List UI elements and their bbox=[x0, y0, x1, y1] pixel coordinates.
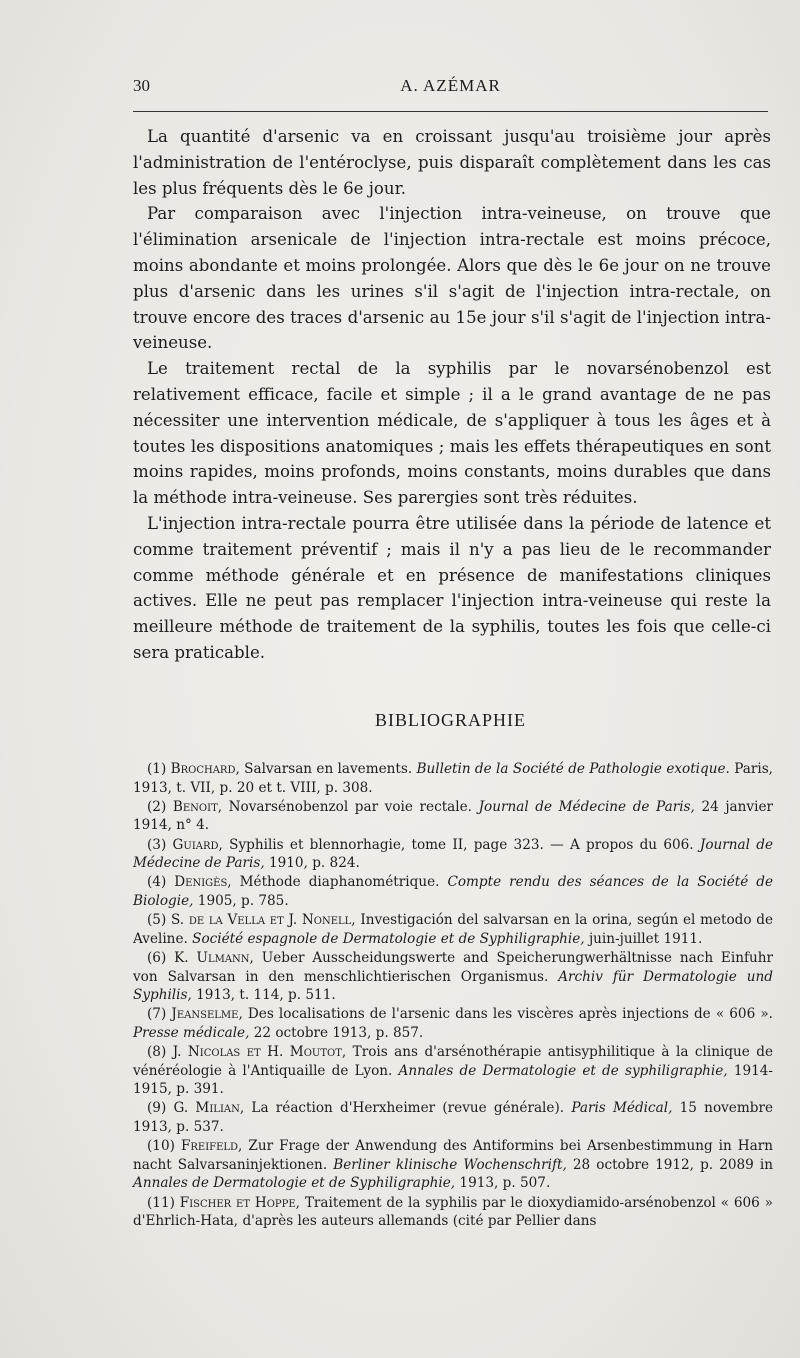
running-title: A. AZÉMAR bbox=[400, 76, 501, 95]
entry-text: Ueber Ausscheidungswerte and Speicherungwerhältnisse nach Einfuhr von Salvarsan in den menschlichtierischen Organismus. bbox=[133, 949, 773, 985]
entry-text: Trois ans d'arsénothérapie antisyphilitique à la clinique de vénéréologie à l'Antiquaille de Lyon. bbox=[133, 1044, 773, 1079]
entry-author: Freifeld, bbox=[180, 1138, 243, 1155]
entry-text: Zur Frage der Anwendung des Antiformins bei Arsenbestimmung in Harn nacht Salvarsaninjektionen. bbox=[133, 1138, 774, 1173]
entry-journal: Berliner klinische Wochenschrift, bbox=[333, 1156, 567, 1173]
entry-journal: Bulletin de la Société de Pathologie exotique. bbox=[416, 761, 730, 777]
entry-journal: Compte rendu des séances de la Société de Biologie, bbox=[133, 874, 773, 909]
entry-text: Novarsénobenzol par voie rectale. bbox=[222, 798, 479, 815]
bibliography-entry bbox=[133, 798, 773, 835]
entry-text: Des localisations de l'arsenic dans les viscères après injections de « 606 ». bbox=[242, 1006, 773, 1023]
bibliography-entry bbox=[133, 911, 773, 948]
entry-number: (3) bbox=[147, 836, 167, 853]
paragraph: L'injection intra-rectale pourra être utilisée dans la période de latence et comme traitement préventif ; mais il n'y a pas lieu de le recommander comme méthode générale et en présence de manifestations cliniques actives. Elle ne peut pas remplacer l'injection intra-veineuse qui reste la meilleure méthode de traitement de la syphilis, toutes les fois que celle-ci sera praticable. bbox=[133, 513, 771, 662]
bibliography-entry bbox=[133, 836, 773, 873]
entry-journal: Annales de Dermatologie et de Syphiligraphie, bbox=[133, 1175, 456, 1192]
entry-number: (1) bbox=[147, 761, 167, 777]
entry-number: (4) bbox=[147, 874, 167, 891]
entry-author: Jeanselme, bbox=[171, 1006, 243, 1023]
entry-author: Benoit, bbox=[172, 798, 223, 815]
entry-number: (11) bbox=[147, 1194, 175, 1211]
bibliography-entry bbox=[133, 873, 773, 910]
entry-number: (7) bbox=[147, 1006, 167, 1023]
entry-details: 1905, p. 785. bbox=[193, 892, 289, 909]
entry-text: Investigación del salvarsan en la orina, según el metodo de Aveline. bbox=[133, 912, 773, 947]
entry-details: 22 octobre 1913, p. 857. bbox=[249, 1024, 424, 1041]
bibliography-entry bbox=[133, 1005, 773, 1042]
entry-number: (10) bbox=[147, 1138, 175, 1155]
entry-author: Guiard, bbox=[172, 836, 223, 853]
entry-details: 24 janvier 1914, n° 4. bbox=[133, 798, 773, 834]
entry-details: 1910, p. 824. bbox=[264, 855, 360, 872]
entry-text: La réaction d'Herxheimer (revue générale). bbox=[244, 1100, 572, 1117]
paragraph: Par comparaison avec l'injection intra-veineuse, on trouve que l'élimination arsenicale de l'injection intra-rectale est moins précoce, moins abondante et moins prolongée. Alors que dès le 6e jour on ne trouve plus d'arsenic dans les urines s'il s'agit de l'injection intra-rectale, on trouve encore des traces d'arsenic au 15e jour s'il s'agit de l'injection intra-veineuse. bbox=[133, 204, 771, 353]
bibliography-entry bbox=[133, 1137, 773, 1193]
entry-number: (2) bbox=[147, 798, 167, 815]
bibliography-entry bbox=[133, 1194, 773, 1231]
entry-journal: Journal de Médecine de Paris, bbox=[133, 836, 773, 872]
entry-text: Méthode diaphanométrique. bbox=[231, 874, 448, 891]
bibliography-list bbox=[133, 760, 773, 1231]
entry-author: Denigès, bbox=[174, 874, 232, 891]
entry-details: 1914-1915, p. 391. bbox=[133, 1062, 774, 1098]
entry-journal: Presse médicale, bbox=[133, 1024, 250, 1041]
entry-details: 28 octobre 1912, p. 2089 in bbox=[566, 1156, 774, 1173]
entry-details: 15 novembre 1913, p. 537. bbox=[133, 1100, 773, 1136]
paragraph: Le traitement rectal de la syphilis par le novarsénobenzol est relativement efficace, facile et simple ; il a le grand avantage de ne pas nécessiter une intervention médicale, de s'appliquer à tous les âges et à toutes les dispositions anatomiques ; mais les effets thérapeutiques en sont moins rapides, moins profonds, moins constants, moins durables que dans la méthode intra-veineuse. Ses parergies sont très réduites. bbox=[133, 359, 771, 508]
entry-author: Brochard, bbox=[170, 761, 240, 777]
page-number: 30 bbox=[133, 76, 150, 95]
entry-details: juin-juillet 1911. bbox=[584, 930, 703, 947]
entry-author: S. de la Vella et J. Nonell, bbox=[170, 912, 356, 929]
bibliography-entry bbox=[133, 760, 773, 797]
entry-number: (6) bbox=[147, 949, 167, 966]
bibliography-title: BIBLIOGRAPHIE bbox=[375, 710, 526, 730]
entry-text: Syphilis et blennorhagie, tome II, page 323. — A propos du 606. bbox=[222, 836, 700, 853]
entry-details: 1913, t. 114, p. 511. bbox=[191, 987, 336, 1004]
entry-details: Paris, 1913, t. VII, p. 20 et t. VIII, p. 308. bbox=[133, 761, 773, 796]
entry-text: Traitement de la syphilis par le dioxydiamido-arsénobenzol « 606 » d'Ehrlich-Hata, d'après les auteurs allemands (cité par Pellier dans bbox=[133, 1194, 773, 1230]
entry-journal: Société espagnole de Dermatologie et de Syphiligraphie, bbox=[192, 930, 585, 947]
entry-number: (8) bbox=[147, 1044, 167, 1061]
bibliography-entry bbox=[133, 1099, 773, 1136]
entry-author: G. Milian, bbox=[173, 1100, 245, 1117]
entry-journal: Annales de Dermatologie et de syphiligraphie, bbox=[398, 1062, 728, 1079]
entry-journal: Archiv für Dermatologie und Syphilis, bbox=[133, 968, 773, 1004]
entry-author: Fischer et Hoppe, bbox=[179, 1194, 300, 1211]
paragraph: La quantité d'arsenic va en croissant jusqu'au troisième jour après l'administration de l'entéroclyse, puis disparaît complètement dans les cas les plus fréquents dès le 6e jour. bbox=[133, 127, 771, 198]
entry-journal: Journal de Médecine de Paris, bbox=[478, 798, 695, 815]
header-rule bbox=[133, 111, 768, 112]
entry-journal: Paris Médical, bbox=[571, 1100, 673, 1117]
bibliography-entry bbox=[133, 1043, 773, 1099]
entry-details: 1913, p. 507. bbox=[455, 1175, 551, 1192]
entry-number: (5) bbox=[147, 912, 167, 929]
entry-number: (9) bbox=[147, 1100, 167, 1117]
entry-author: K. Ulmann, bbox=[174, 949, 254, 966]
entry-text: Salvarsan en lavements. bbox=[239, 761, 417, 777]
bibliography-entry bbox=[133, 949, 773, 1005]
page-header bbox=[133, 76, 768, 100]
body-text bbox=[133, 124, 771, 666]
entry-author: J. Nicolas et H. Moutot, bbox=[172, 1044, 347, 1061]
